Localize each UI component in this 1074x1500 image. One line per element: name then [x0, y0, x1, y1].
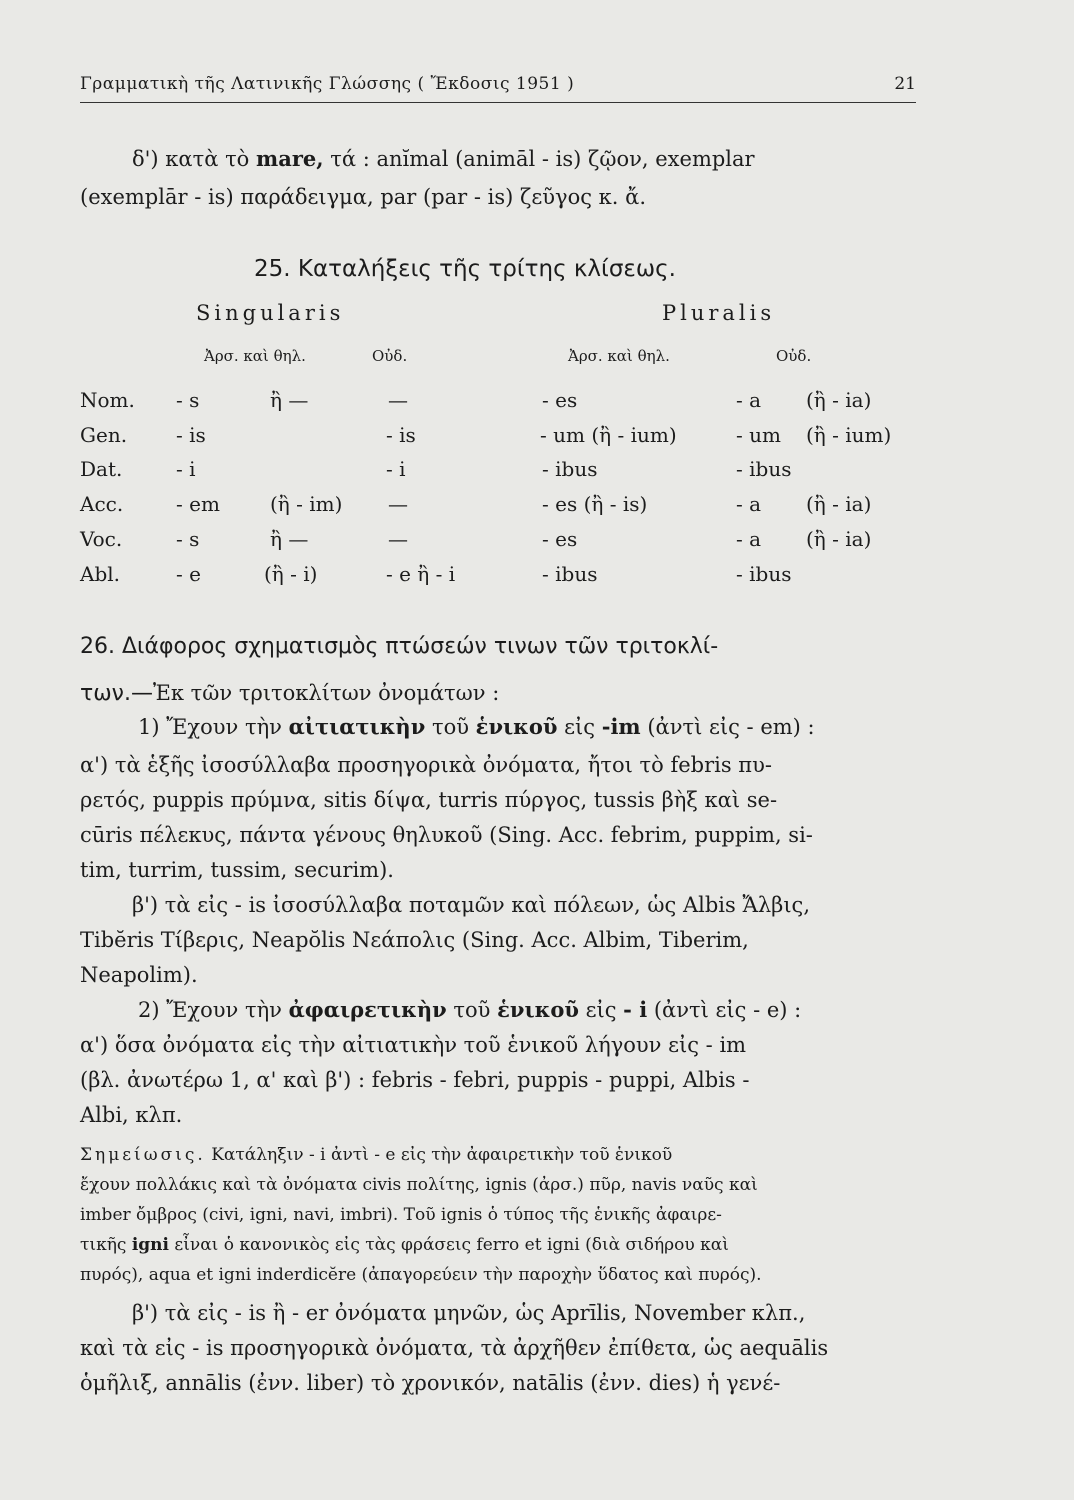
rule-1: 1) Ἔχουν τὴν αἰτιατικὴν τοῦ ἑνικοῦ εἰς -im (ἀντὶ εἰς - em) : — [138, 714, 815, 739]
ending-cell: - a — [736, 388, 762, 412]
note-line: Σημείωσις. Κατάληξιν - i ἀντὶ - e εἰς τὴν ἀφαιρετικὴν τοῦ ἑνικοῦ — [80, 1145, 673, 1165]
ending-cell: (ἢ - ia) — [806, 388, 872, 412]
col-header-sing-n: Οὐδ. — [372, 347, 408, 365]
case-label: Acc. — [80, 492, 124, 516]
ending-cell: - um (ἢ - ium) — [540, 423, 677, 447]
ending-cell: - s — [176, 527, 200, 551]
ending-cell: - a — [736, 527, 762, 551]
rule-1-line: tim, turrim, tussim, securim). — [80, 858, 394, 882]
ending-cell: - ibus — [542, 562, 598, 586]
note-line: ἔχουν πολλάκις καὶ τὰ ὀνόματα civis πολίτης, ignis (ἀρσ.) πῦρ, navis ναῦς καὶ — [80, 1175, 758, 1195]
ending-cell: - i — [176, 457, 196, 481]
header-title: Γραμματικὴ τῆς Λατινικῆς Γλώσσης ( Ἔκδοσις 1951 ) — [80, 74, 575, 94]
ending-cell: ἢ — — [270, 388, 309, 412]
ending-cell: - es (ἢ - is) — [542, 492, 648, 516]
col-header-plur-n: Οὐδ. — [776, 347, 812, 365]
tail-line: β') τὰ εἰς - is ἢ - er ὀνόματα μηνῶν, ὡς Aprīlis, November κλπ., — [132, 1301, 806, 1325]
ending-cell: - is — [386, 423, 416, 447]
intro-line-2: (exemplār - is) παράδειγμα, par (par - is) ζεῦγος κ. ἄ. — [80, 185, 646, 209]
ending-cell: - i — [386, 457, 406, 481]
ending-cell: (ἢ - im) — [270, 492, 343, 516]
rule-1-line: β') τὰ εἰς - is ἰσοσύλλαβα ποταμῶν καὶ πόλεων, ὡς Albis Ἄλβις, — [132, 893, 810, 917]
ending-cell: - ibus — [542, 457, 598, 481]
ending-cell: - es — [542, 388, 578, 412]
case-label: Abl. — [80, 562, 120, 586]
ending-cell: - a — [736, 492, 762, 516]
ending-cell: - ibus — [736, 457, 792, 481]
ending-cell: (ἢ - ia) — [806, 527, 872, 551]
ending-cell: (ἢ - ium) — [806, 423, 892, 447]
note-line: imber ὄμβρος (civi, igni, navi, imbri). Τοῦ ignis ὁ τύπος τῆς ἑνικῆς ἀφαιρε- — [80, 1205, 722, 1225]
ending-cell: ἢ — — [270, 527, 309, 551]
rule-2: 2) Ἔχουν τὴν ἀφαιρετικὴν τοῦ ἑνικοῦ εἰς - i (ἀντὶ εἰς - e) : — [138, 997, 802, 1022]
col-header-plur-mf: Ἀρσ. καὶ θηλ. — [568, 347, 670, 365]
ending-cell: - um — [736, 423, 781, 447]
rule-2-line: Albi, κλπ. — [80, 1103, 183, 1127]
ending-cell: — — [388, 527, 408, 551]
rule-1-line: α') τὰ ἑξῆς ἰσοσύλλαβα προσηγορικὰ ὀνόματα, ἤτοι τὸ febris πυ- — [80, 753, 772, 777]
rule-1-line: cūris πέλεκυς, πάντα γένους θηλυκοῦ (Sing. Acc. febrim, puppim, si- — [80, 823, 813, 847]
case-label: Nom. — [80, 388, 135, 412]
intro-line-1: δ') κατὰ τὸ mare, τά : anĭmal (animāl - is) ζῷον, exemplar — [132, 146, 755, 171]
rule-1-line: ρετός, puppis πρύμνα, sitis δίψα, turris πύργος, tussis βὴξ καὶ se- — [80, 788, 778, 812]
tail-line: ὁμῆλιξ, annālis (ἐνν. liber) τὸ χρονικόν, natālis (ἐνν. dies) ἡ γενέ- — [80, 1371, 781, 1395]
col-header-sing-mf: Ἀρσ. καὶ θηλ. — [204, 347, 306, 365]
ending-cell: - es — [542, 527, 578, 551]
ending-cell: — — [388, 492, 408, 516]
running-header — [80, 74, 916, 103]
ending-cell: — — [388, 388, 408, 412]
ending-cell: - ibus — [736, 562, 792, 586]
case-label: Dat. — [80, 457, 123, 481]
case-label: Gen. — [80, 423, 128, 447]
rule-2-line: α') ὅσα ὀνόματα εἰς τὴν αἰτιατικὴν τοῦ ἑνικοῦ λήγουν εἰς - im — [80, 1033, 747, 1057]
section-25-heading: 25. Καταλήξεις τῆς τρίτης κλίσεως. — [254, 256, 676, 282]
note-line: πυρός), aqua et igni inderdicĕre (ἀπαγορεύειν τὴν παροχὴν ὕδατος καὶ πυρός). — [80, 1265, 762, 1285]
rule-1-line: Neapolim). — [80, 963, 198, 987]
note-line: τικῆς igni εἶναι ὁ κανονικὸς εἰς τὰς φράσεις ferro et igni (διὰ σιδήρου καὶ — [80, 1235, 729, 1255]
pluralis-label: Pluralis — [662, 301, 776, 325]
ending-cell: (ἢ - ia) — [806, 492, 872, 516]
ending-cell: - em — [176, 492, 220, 516]
ending-cell: - is — [176, 423, 206, 447]
ending-cell: - e ἢ - i — [386, 562, 456, 586]
rule-2-line: (βλ. ἀνωτέρω 1, α' καὶ β') : febris - febri, puppis - puppi, Albis - — [80, 1068, 750, 1092]
ending-cell: - e — [176, 562, 201, 586]
singularis-label: Singularis — [196, 301, 345, 325]
tail-line: καὶ τὰ εἰς - is προσηγορικὰ ὀνόματα, τὰ ἀρχῆθεν ἐπίθετα, ὡς aequālis — [80, 1336, 829, 1360]
page-number: 21 — [894, 74, 916, 94]
case-label: Voc. — [80, 527, 123, 551]
section-26-heading: 26. Διάφορος σχηματισμὸς πτώσεών τινων τῶν τριτοκλί- — [80, 634, 719, 659]
ending-cell: (ἢ - i) — [264, 562, 318, 586]
section-26-heading-cont: των.—Ἐκ τῶν τριτοκλίτων ὀνομάτων : — [80, 681, 500, 706]
rule-1-line: Tibĕris Τίβερις, Neapŏlis Νεάπολις (Sing. Acc. Albim, Tiberim, — [80, 928, 749, 952]
ending-cell: - s — [176, 388, 200, 412]
